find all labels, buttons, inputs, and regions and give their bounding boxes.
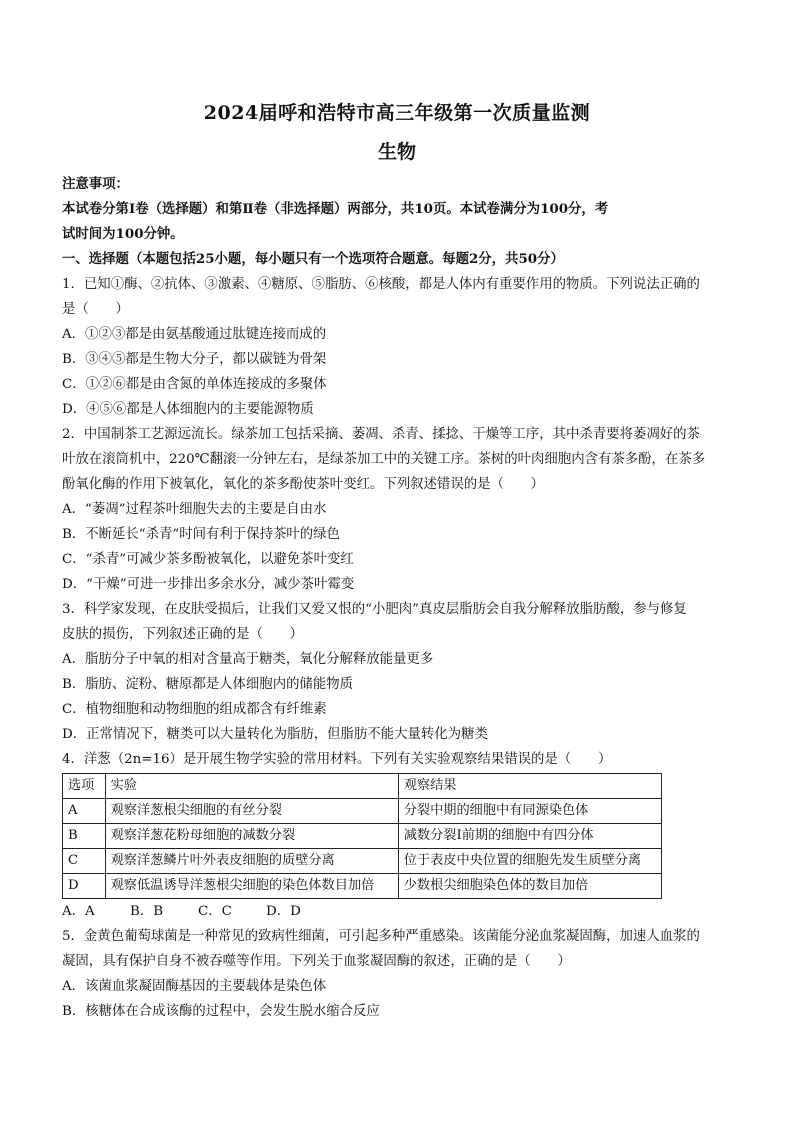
option-d: D．“干燥”可进一步排出多余水分，减少茶叶霉变 xyxy=(62,577,355,592)
option-c: C．植物细胞和动物细胞的组成都含有纤维素 xyxy=(62,702,327,717)
question-5 xyxy=(62,924,734,1024)
option-b: B．③④⑤都是生物大分子，都以碳链为骨架 xyxy=(62,352,327,367)
notice-line: 本试卷分第Ⅰ卷（选择题）和第Ⅱ卷（非选择题）两部分，共10页。本试卷满分为100分，考 xyxy=(62,201,609,217)
table-cell: 分裂中期的细胞中有同源染色体 xyxy=(398,799,661,824)
question-stem: 酚氧化酶的作用下被氧化，氧化的茶多酚使茶叶变红。下列叙述错误的是（ ） xyxy=(62,477,545,492)
option-d: D．④⑤⑥都是人体细胞内的主要能源物质 xyxy=(62,402,314,417)
option-a: A．该菌血浆凝固酶基因的主要载体是染色体 xyxy=(62,979,327,994)
table-row xyxy=(63,849,662,874)
table-cell: 观察低温诱导洋葱根尖细胞的染色体数目加倍 xyxy=(105,874,398,899)
question-stem: 3．科学家发现，在皮肤受损后，让我们又爱又恨的“小肥肉”真皮层脂肪会自我分解释放脂肪酸，参与修复 xyxy=(62,602,687,617)
option-d: D．D xyxy=(266,904,301,919)
option-c: C．C xyxy=(198,904,232,919)
option-d: D．正常情况下，糖类可以大量转化为脂肪，但脂肪不能大量转化为糖类 xyxy=(62,727,488,742)
table-cell: D xyxy=(63,874,106,899)
table-header-cell: 实验 xyxy=(105,774,398,799)
question-stem: 1．已知①酶、②抗体、③激素、④糖原、⑤脂肪、⑥核酸，都是人体内有重要作用的物质。下列说法正确的 xyxy=(62,277,700,292)
option-b: B．脂肪、淀粉、糖原都是人体细胞内的储能物质 xyxy=(62,677,354,692)
table-row xyxy=(63,824,662,849)
table-cell: 减数分裂Ⅰ前期的细胞中有四分体 xyxy=(398,824,661,849)
question-1 xyxy=(62,272,734,422)
question-stem: 皮肤的损伤，下列叙述正确的是（ ） xyxy=(62,627,304,642)
option-a: A．①②③都是由氨基酸通过肽键连接而成的 xyxy=(62,327,327,342)
option-b: B．核糖体在合成该酶的过程中，会发生脱水缩合反应 xyxy=(62,1004,380,1019)
option-a: A．“萎凋”过程茶叶细胞失去的主要是自由水 xyxy=(62,502,327,517)
option-a: A．脂肪分子中氧的相对含量高于糖类，氧化分解释放能量更多 xyxy=(62,652,434,667)
table-cell: 观察洋葱鳞片叶外表皮细胞的质壁分离 xyxy=(105,849,398,874)
question-stem: 2．中国制茶工艺源远流长。绿茶加工包括采摘、萎凋、杀青、揉捻、干燥等工序，其中杀青要将萎凋好的茶 xyxy=(62,427,700,442)
section-heading: 一、选择题（本题包括25小题，每小题只有一个选项符合题意。每题2分，共50分） xyxy=(62,251,564,267)
table-cell: B xyxy=(63,824,106,849)
table-cell: 观察洋葱根尖细胞的有丝分裂 xyxy=(105,799,398,824)
table-cell: 位于表皮中央位置的细胞先发生质壁分离 xyxy=(398,849,661,874)
table-header-row xyxy=(63,774,662,799)
option-row xyxy=(62,899,734,924)
exam-content xyxy=(62,172,734,1024)
table-cell: A xyxy=(63,799,106,824)
table-header-cell: 选项 xyxy=(63,774,106,799)
table-row xyxy=(63,874,662,899)
table-cell: C xyxy=(63,849,106,874)
table-row xyxy=(63,799,662,824)
table-cell: 观察洋葱花粉母细胞的减数分裂 xyxy=(105,824,398,849)
question-stem: 是（ ） xyxy=(62,302,129,317)
question-4 xyxy=(62,747,734,924)
experiment-table xyxy=(62,773,662,899)
exam-subject: 生物 xyxy=(377,141,416,163)
question-stem: 凝固，具有保护自身不被吞噬等作用。下列关于血浆凝固酶的叙述，正确的是（ ） xyxy=(62,954,571,969)
option-b: B．B xyxy=(130,904,164,919)
question-stem: 5．金黄色葡萄球菌是一种常见的致病性细菌，可引起多种严重感染。该菌能分泌血浆凝固酶，加速人血浆的 xyxy=(62,929,700,944)
option-a: A．A xyxy=(62,904,95,919)
table-header-cell: 观察结果 xyxy=(398,774,661,799)
notice-line: 试时间为100分钟。 xyxy=(62,226,184,242)
option-c: C．①②⑥都是由含氮的单体连接成的多聚体 xyxy=(62,377,327,392)
question-3 xyxy=(62,597,734,747)
option-c: C．“杀青”可减少茶多酚被氧化，以避免茶叶变红 xyxy=(62,552,354,567)
question-stem: 叶放在滚筒机中，220℃翻滚一分钟左右，是绿茶加工中的关键工序。茶树的叶肉细胞内含有茶多酚，在茶多 xyxy=(62,452,706,467)
table-cell: 少数根尖细胞染色体的数目加倍 xyxy=(398,874,661,899)
exam-title: 2024届呼和浩特市高三年级第一次质量监测 xyxy=(203,102,591,124)
option-b: B．不断延长“杀青”时间有利于保持茶叶的绿色 xyxy=(62,527,340,542)
question-2 xyxy=(62,422,734,597)
notice-heading: 注意事项： xyxy=(62,176,129,192)
question-stem: 4．洋葱（2n=16）是开展生物学实验的常用材料。下列有关实验观察结果错误的是（ ） xyxy=(62,752,612,767)
